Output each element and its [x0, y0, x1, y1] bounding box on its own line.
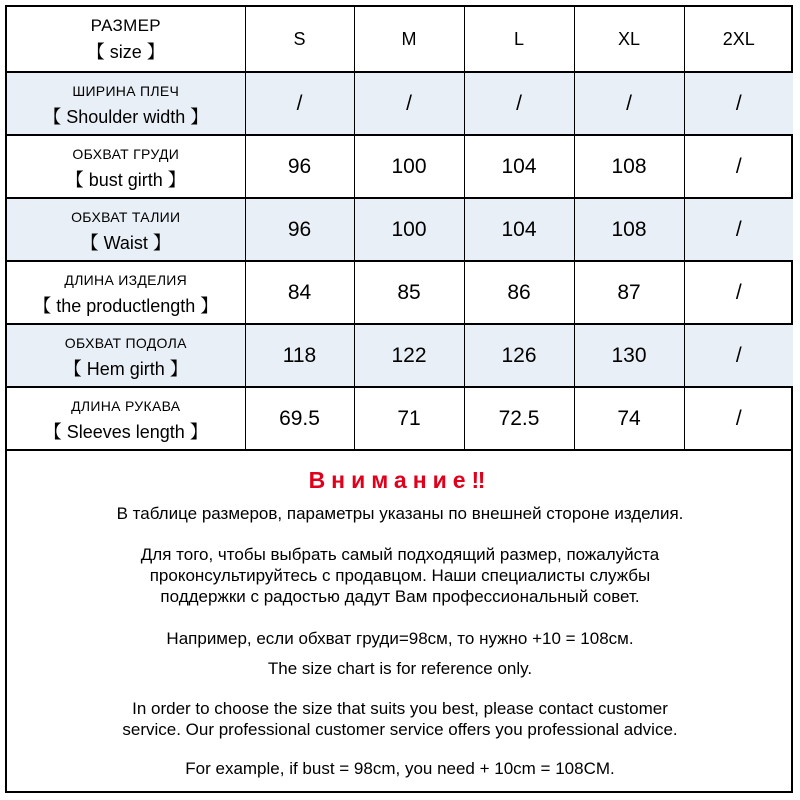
- row-label-cell: [7, 72, 245, 135]
- header-label-ru: РАЗМЕР: [90, 16, 161, 35]
- notice-line-measurement: В таблице размеров, параметры указаны по внешней стороне изделия.: [116, 504, 684, 523]
- row-label-cell: [7, 324, 245, 387]
- row-label-cell: [7, 387, 245, 450]
- row-label-en: 【 Waist 】: [80, 232, 171, 253]
- table-cell: 85: [354, 261, 464, 324]
- table-cell: 74: [574, 387, 684, 450]
- table-cell: /: [684, 72, 793, 135]
- size-header: L: [464, 7, 574, 72]
- table-row: [7, 387, 793, 450]
- notice-paragraph-consult-ru: [7, 544, 793, 607]
- notice-line: In order to choose the size that suits you best, please contact customer: [132, 699, 668, 718]
- table-cell: 87: [574, 261, 684, 324]
- table-cell: 118: [245, 324, 354, 387]
- table-cell: /: [684, 198, 793, 261]
- table-cell: /: [684, 324, 793, 387]
- table-cell: 100: [354, 135, 464, 198]
- row-label-ru: ОБХВАТ ПОДОЛА: [64, 334, 187, 351]
- size-chart-frame: [5, 5, 793, 793]
- table-cell: 100: [354, 198, 464, 261]
- row-label-en: 【 Sleeves length 】: [43, 421, 208, 442]
- table-cell: /: [684, 135, 793, 198]
- notice-line-example-en: For example, if bust = 98cm, you need + 10cm = 108CM.: [185, 759, 615, 778]
- table-cell: /: [574, 72, 684, 135]
- table-cell: /: [684, 261, 793, 324]
- table-row: [7, 324, 793, 387]
- size-header: S: [245, 7, 354, 72]
- notice-line: поддержки с радостью дадут Вам профессиональный совет.: [160, 587, 640, 606]
- row-label-ru: ДЛИНА ИЗДЕЛИЯ: [64, 271, 188, 288]
- table-cell: /: [245, 72, 354, 135]
- table-row: [7, 72, 793, 135]
- notice-paragraph-consult-en: [7, 698, 793, 740]
- table-cell: 130: [574, 324, 684, 387]
- table-cell: 104: [464, 198, 574, 261]
- row-label-ru: ОБХВАТ ГРУДИ: [72, 145, 180, 162]
- row-label-en: 【 the productlength 】: [33, 295, 219, 316]
- table-header-row: [7, 7, 793, 72]
- table-row: [7, 198, 793, 261]
- notice-line: service. Our professional customer service offers you professional advice.: [122, 720, 678, 739]
- table-cell: /: [464, 72, 574, 135]
- table-row: [7, 261, 793, 324]
- table-cell: 122: [354, 324, 464, 387]
- row-label-en: 【 Hem girth 】: [63, 358, 188, 379]
- size-header: XL: [574, 7, 684, 72]
- row-label-en: 【 Shoulder width 】: [43, 106, 209, 127]
- row-label-cell: [7, 261, 245, 324]
- table-cell: 86: [464, 261, 574, 324]
- row-label-en: 【 bust girth 】: [65, 169, 186, 190]
- table-cell: 104: [464, 135, 574, 198]
- table-cell: 108: [574, 135, 684, 198]
- table-cell: 84: [245, 261, 354, 324]
- row-label-cell: [7, 198, 245, 261]
- row-label-ru: ДЛИНА РУКАВА: [71, 397, 181, 414]
- row-label-ru: ОБХВАТ ТАЛИИ: [71, 208, 181, 225]
- notice-line-example-ru: Например, если обхват груди=98см, то нужно +10 = 108см.: [166, 629, 634, 648]
- attention-heading: Внимание‼: [308, 467, 492, 493]
- table-cell: 96: [245, 135, 354, 198]
- table-cell: /: [684, 387, 793, 450]
- row-label-cell: [7, 135, 245, 198]
- table-cell: 108: [574, 198, 684, 261]
- notice-line-reference: The size chart is for reference only.: [267, 659, 533, 678]
- size-table: [7, 7, 793, 451]
- size-header: M: [354, 7, 464, 72]
- notice-line: Для того, чтобы выбрать самый подходящий размер, пожалуйста: [140, 545, 660, 564]
- notice-section: [7, 459, 793, 779]
- table-cell: 71: [354, 387, 464, 450]
- table-cell: 96: [245, 198, 354, 261]
- size-header: 2XL: [684, 7, 793, 72]
- table-cell: 126: [464, 324, 574, 387]
- table-cell: 72.5: [464, 387, 574, 450]
- header-label-cell: [7, 7, 245, 72]
- table-cell: /: [354, 72, 464, 135]
- notice-line: проконсультируйтесь с продавцом. Наши специалисты службы: [149, 566, 651, 585]
- row-label-ru: ШИРИНА ПЛЕЧ: [72, 82, 180, 99]
- table-row: [7, 135, 793, 198]
- table-cell: 69.5: [245, 387, 354, 450]
- header-label-en: 【 size 】: [86, 42, 165, 62]
